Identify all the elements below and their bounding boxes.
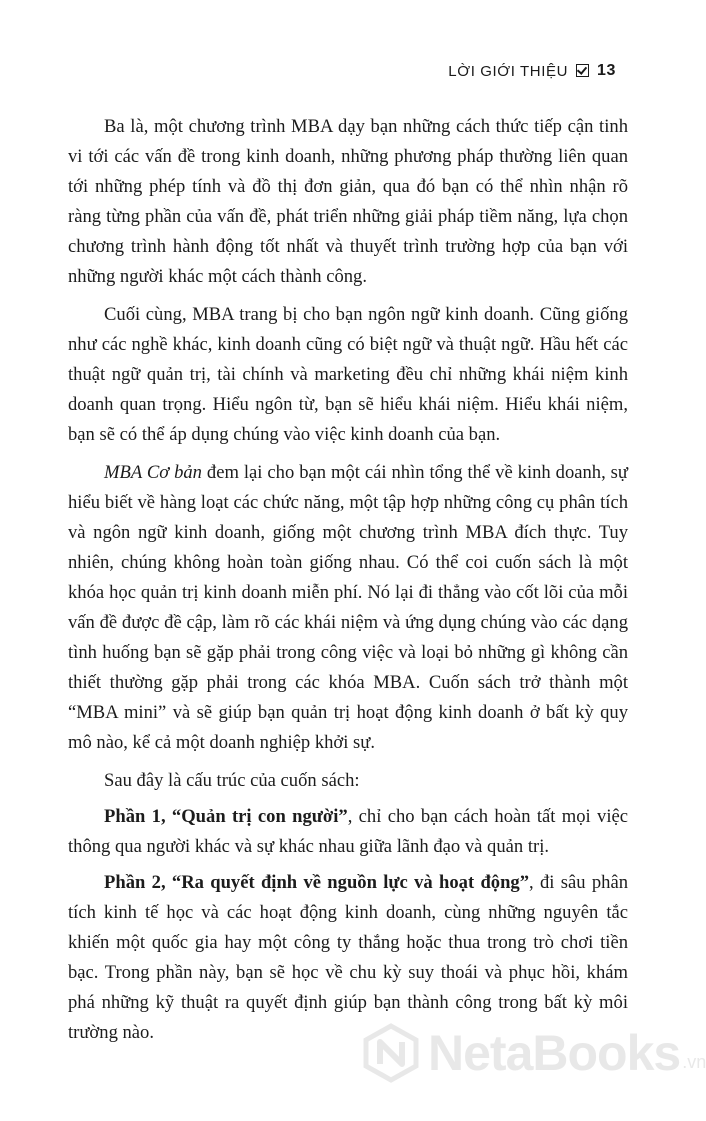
watermark-brand: NetaBooks: [428, 1025, 681, 1081]
paragraph-text: , chỉ cho bạn cách hoàn tất mọi việc thông qua người khác và sự khác nhau giữa lãnh đạo và quản trị.: [68, 806, 628, 857]
paragraph: Sau đây là cấu trúc của cuốn sách:: [104, 770, 360, 791]
running-header: [448, 62, 616, 80]
watermark: [362, 1024, 706, 1082]
paragraph: [68, 868, 628, 1048]
watermark-suffix: .vn: [682, 1051, 706, 1072]
checkbox-icon: [576, 64, 589, 77]
paragraph-text: đem lại cho bạn một cái nhìn tổng thể về kinh doanh, sự hiểu biết về hàng loạt các chức năng, một tập hợp những công cụ phân tích và ngôn ngữ kinh doanh, giống một chương trình MBA đích thực. Tuy nhiên, chúng không hoàn toàn giống nhau. Có thể coi cuốn sách là một khóa học quản trị kinh doanh miễn phí. Nó lại đi thẳng vào cốt lõi của mỗi vấn đề được đề cập, làm rõ các khái niệm và ứng dụng chúng vào các dạng tình huống bạn sẽ gặp phải trong công việc và loại bỏ những gì không cần thiết thường gặp phải trong các khóa MBA. Cuốn sách trở thành một “MBA mini” và sẽ giúp bạn quản trị hoạt động kinh doanh ở bất kỳ quy mô nào, kể cả một doanh nghiệp khởi sự.: [68, 462, 628, 753]
chapter-title: LỜI GIỚI THIỆU: [448, 62, 568, 80]
netabooks-logo-icon: [362, 1024, 420, 1082]
part-title: Phần 1, “Quản trị con người”: [104, 806, 348, 827]
paragraph: Cuối cùng, MBA trang bị cho bạn ngôn ngữ kinh doanh. Cũng giống như các nghề khác, kinh doanh cũng có biệt ngữ và thuật ngữ. Hầu hết các thuật ngữ quản trị, tài chính và marketing đều chỉ những khái niệm kinh doanh quan trọng. Hiểu ngôn từ, bạn sẽ hiểu khái niệm. Hiểu khái niệm, bạn sẽ có thể áp dụng chúng vào việc kinh doanh của bạn.: [68, 304, 628, 445]
paragraph: Ba là, một chương trình MBA dạy bạn những cách thức tiếp cận tinh vi tới các vấn đề trong kinh doanh, những phương pháp thường liên quan tới những phép tính và đồ thị đơn giản, qua đó bạn có thể nhìn nhận rõ ràng từng phần của vấn đề, phát triển những giải pháp tiềm năng, lựa chọn chương trình hành động tốt nhất và thuyết trình trường hợp của bạn với những người khác một cách thành công.: [68, 116, 628, 287]
book-title: MBA Cơ bản: [104, 462, 202, 483]
paragraph: [68, 802, 628, 862]
page-number: 13: [597, 62, 616, 79]
part-title: Phần 2, “Ra quyết định về nguồn lực và hoạt động”: [104, 872, 530, 893]
paragraph: [68, 458, 628, 758]
body-text: [68, 112, 628, 1056]
paragraph-text: , đi sâu phân tích kinh tế học và các hoạt động kinh doanh, cùng những nguyên tắc khiến một quốc gia hay một công ty thắng hoặc thua trong trò chơi tiền bạc. Trong phần này, bạn sẽ học về chu kỳ suy thoái và phục hồi, khám phá những kỹ thuật ra quyết định giúp bạn thành công trong bất kỳ môi trường nào.: [68, 872, 628, 1043]
